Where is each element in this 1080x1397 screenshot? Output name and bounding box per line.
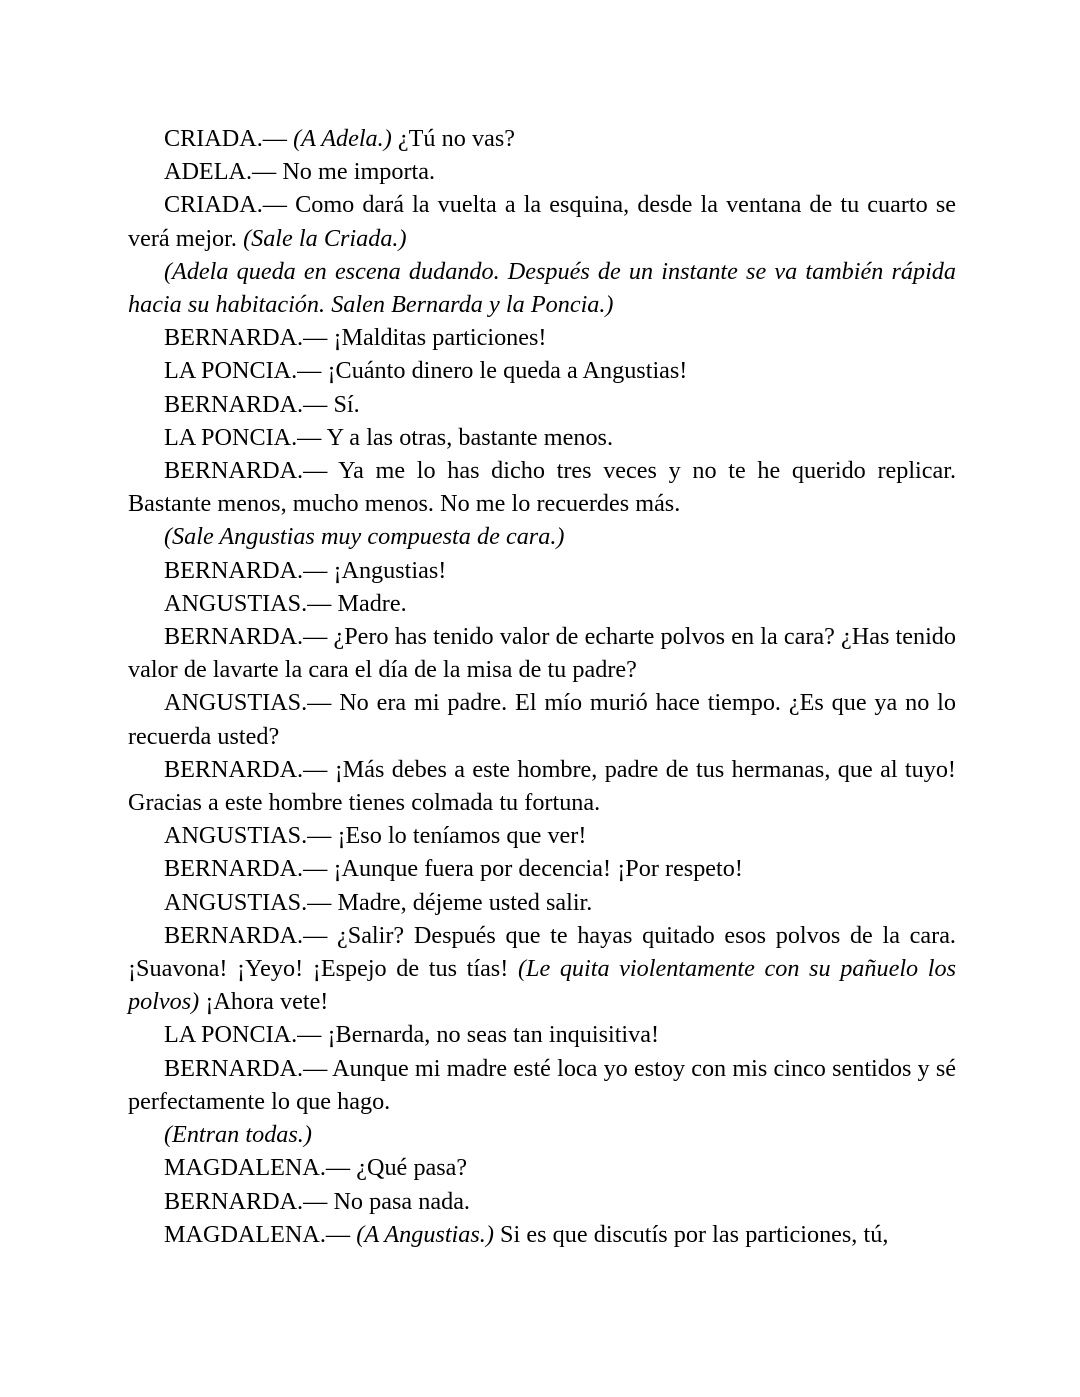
dialogue-line	[128, 454, 956, 520]
speaker-name: ANGUSTIAS.—	[164, 689, 332, 717]
dialogue-text: No era mi padre. El mío murió hace tiempo. ¿Es que ya no lo recuerda usted?	[128, 689, 956, 750]
dialogue-line	[128, 321, 956, 354]
dialogue-text: Como dará la vuelta a la esquina, desde la ventana de tu cuarto se verá mejor.	[128, 191, 956, 252]
dialogue-line	[128, 155, 956, 188]
stage-direction-block: (Sale Angustias muy compuesta de cara.)	[164, 523, 565, 551]
dialogue-text: ¡Malditas particiones!	[333, 324, 547, 352]
dialogue-text: ¡Ahora vete!	[205, 988, 329, 1016]
speaker-name: BERNARDA.—	[164, 855, 328, 883]
dialogue-line	[128, 122, 956, 155]
speaker-name: BERNARDA.—	[164, 623, 328, 651]
speaker-name: ADELA.—	[164, 158, 277, 186]
dialogue-line	[128, 587, 956, 620]
dialogue-line	[128, 388, 956, 421]
stage-direction-inline: (Sale la Criada.)	[243, 224, 407, 252]
dialogue-line	[128, 188, 956, 254]
stage-direction-inline: (A Angustias.)	[356, 1220, 494, 1248]
dialogue-text: No me importa.	[282, 158, 436, 186]
speaker-name: MAGDALENA.—	[164, 1154, 351, 1182]
speaker-name: BERNARDA.—	[164, 755, 328, 783]
stage-direction-inline: (A Adela.)	[293, 125, 392, 152]
dialogue-text: ¿Tú no vas?	[397, 125, 515, 152]
dialogue-line	[128, 919, 956, 1019]
dialogue-line	[128, 1218, 956, 1251]
speaker-name: BERNARDA.—	[164, 390, 328, 418]
dialogue-text: ¿Qué pasa?	[356, 1154, 468, 1182]
speaker-name: BERNARDA.—	[164, 1054, 328, 1082]
speaker-name: BERNARDA.—	[164, 921, 328, 949]
dialogue-line	[128, 686, 956, 752]
speaker-name: BERNARDA.—	[164, 556, 328, 584]
speaker-name: CRIADA.—	[164, 191, 287, 219]
dialogue-line	[128, 819, 956, 852]
speaker-name: ANGUSTIAS.—	[164, 822, 332, 850]
dialogue-text: ¡Bernarda, no seas tan inquisitiva!	[327, 1021, 660, 1049]
stage-direction-block: (Adela queda en escena dudando. Después de un instante se va también rápida hacia su habitación. Salen Bernarda y la Poncia.)	[128, 257, 956, 319]
dialogue-line	[128, 1151, 956, 1184]
dialogue-text: Si es que discutís por las particiones, tú,	[500, 1220, 889, 1248]
dialogue-line	[128, 1018, 956, 1051]
dialogue-text: No pasa nada.	[333, 1187, 470, 1215]
speaker-name: LA PONCIA.—	[164, 1021, 322, 1049]
dialogue-text: ¡Angustias!	[333, 556, 447, 584]
dialogue-text: ¿Salir? Después que te hayas quitado esos polvos de la cara. ¡Suavona! ¡Yeyo! ¡Espejo de tus tías!	[128, 921, 956, 983]
stage-direction-inline: (Le quita violentamente con su pañuelo los polvos)	[128, 955, 956, 1016]
dialogue-line	[128, 354, 956, 387]
dialogue-text: ¡Eso lo teníamos que ver!	[337, 822, 587, 850]
speaker-name: ANGUSTIAS.—	[164, 589, 332, 617]
dialogue-text: Sí.	[333, 390, 360, 418]
dialogue-text: ¡Cuánto dinero le queda a Angustias!	[327, 357, 688, 385]
speaker-name: BERNARDA.—	[164, 1187, 328, 1215]
dialogue-text: Ya me lo has dicho tres veces y no te he querido replicar. Bastante menos, mucho menos. No me lo recuerdes más.	[128, 457, 957, 518]
speaker-name: MAGDALENA.—	[164, 1220, 351, 1248]
dialogue-text: ¡Más debes a este hombre, padre de tus hermanas, que al tuyo! Gracias a este hombre tienes colmada tu fortuna.	[128, 755, 956, 817]
speaker-name: BERNARDA.—	[164, 324, 328, 352]
dialogue-line	[128, 1185, 956, 1218]
dialogue-text: ¿Pero has tenido valor de echarte polvos en la cara? ¿Has tenido valor de lavarte la cara el día de la misa de tu padre?	[128, 623, 956, 684]
dialogue-text: Madre, déjeme usted salir.	[337, 888, 593, 916]
speaker-name: BERNARDA.—	[164, 457, 328, 485]
dialogue-line	[128, 554, 956, 587]
dialogue-text: Y a las otras, bastante menos.	[326, 423, 614, 451]
dialogue-text: Madre.	[337, 589, 407, 617]
speaker-name: LA PONCIA.—	[164, 357, 322, 385]
dialogue-line	[128, 421, 956, 454]
dialogue-line	[128, 1052, 956, 1118]
dialogue-line	[128, 620, 956, 686]
dialogue-line	[128, 852, 956, 885]
text-column	[128, 122, 956, 1251]
speaker-name: ANGUSTIAS.—	[164, 888, 332, 916]
dialogue-line	[128, 753, 956, 819]
speaker-name: CRIADA.—	[164, 125, 287, 152]
dialogue-line	[128, 886, 956, 919]
dialogue-text: Aunque mi madre esté loca yo estoy con mis cinco sentidos y sé perfectamente lo que hago.	[128, 1054, 957, 1115]
dialogue-text: ¡Aunque fuera por decencia! ¡Por respeto!	[333, 855, 743, 883]
speaker-name: LA PONCIA.—	[164, 423, 322, 451]
stage-direction-block: (Entran todas.)	[164, 1121, 312, 1149]
